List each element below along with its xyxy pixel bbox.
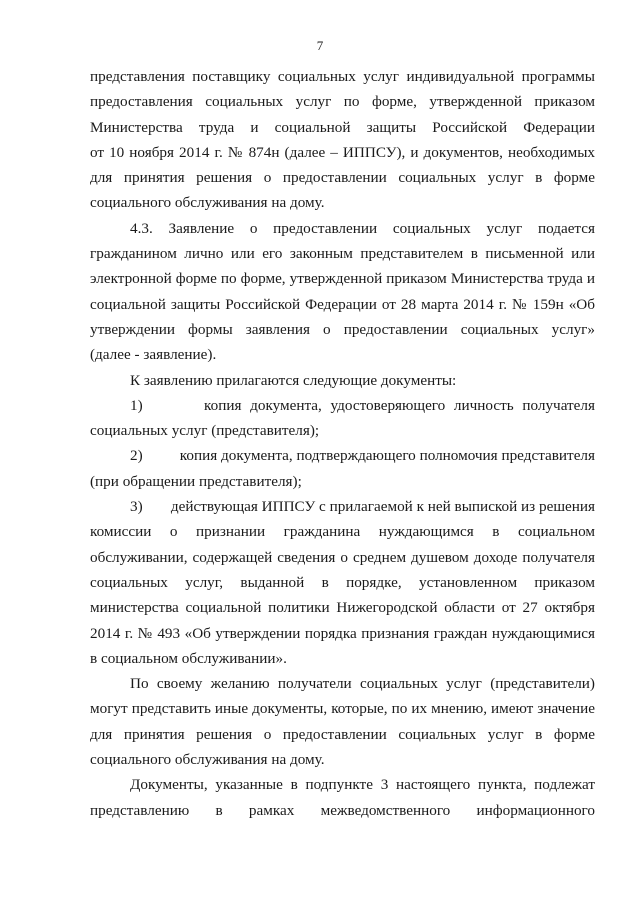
text-line: Министерства труда и социальной защиты Российской Федерации xyxy=(90,118,595,136)
list-item-number: 1) xyxy=(130,396,143,414)
list-item-text: действующая ИППСУ с прилагаемой к ней выпиской из решения xyxy=(170,498,595,516)
text-line: социальных услуг, выданной в порядке, установленном приказом xyxy=(90,573,595,591)
text-line: предоставления социальных услуг по форме, утвержденной приказом xyxy=(90,93,595,111)
paragraph xyxy=(90,368,595,393)
text-line: комиссии о признании гражданина нуждающимся в социальном xyxy=(90,523,595,541)
paragraph xyxy=(90,393,595,444)
text-line: социального обслуживания на дому. xyxy=(90,751,325,769)
text-line: для принятия решения о предоставлении социальных услуг в форме xyxy=(90,725,595,743)
text-line: (далее - заявление). xyxy=(90,346,217,364)
text-line: Документы, указанные в подпункте 3 настоящего пункта, подлежат xyxy=(130,776,595,794)
text-line: социальной защиты Российской Федерации от 28 марта 2014 г. № 159н «Об xyxy=(90,295,595,313)
list-item-number: 2) xyxy=(130,447,143,465)
paragraph xyxy=(90,216,595,368)
text-line: министерства социальной политики Нижегородской области от 27 октября xyxy=(90,599,595,617)
text-line xyxy=(90,393,595,418)
text-line: социального обслуживания на дому. xyxy=(90,194,325,212)
text-line: от 10 ноября 2014 г. № 874н (далее – ИППСУ), и документов, необходимых xyxy=(90,143,595,161)
text-line: для принятия решения о предоставлении социальных услуг в форме xyxy=(90,169,595,187)
text-line xyxy=(90,494,595,519)
text-line: (при обращении представителя); xyxy=(90,472,302,490)
document-body xyxy=(90,64,595,823)
text-line: могут представить иные документы, которые, по их мнению, имеют значение xyxy=(90,700,595,718)
text-line: гражданином лично или его законным представителем в письменной или xyxy=(90,245,595,263)
paragraph xyxy=(90,772,595,823)
text-line: в социальном обслуживании». xyxy=(90,649,287,667)
paragraph xyxy=(90,494,595,671)
text-line: представлению в рамках межведомственного информационного xyxy=(90,801,595,819)
page-number: 7 xyxy=(316,38,324,53)
text-line: К заявлению прилагаются следующие документы: xyxy=(130,371,457,389)
text-line: 2014 г. № 493 «Об утверждении порядка признания граждан нуждающимися xyxy=(90,624,595,642)
list-item-text: копия документа, удостоверяющего личность получателя xyxy=(204,396,595,414)
text-line: По своему желанию получатели социальных услуг (представители) xyxy=(130,675,595,693)
text-line: представления поставщику социальных услуг индивидуальной программы xyxy=(90,68,595,85)
list-item-number: 3) xyxy=(130,498,143,516)
paragraph xyxy=(90,64,595,216)
text-line: утверждении формы заявления о предоставлении социальных услуг» xyxy=(90,320,595,338)
text-line: электронной форме по форме, утвержденной приказом Министерства труда и xyxy=(90,270,595,288)
text-line xyxy=(90,443,595,468)
text-line: социальных услуг (представителя); xyxy=(90,422,320,440)
text-line: 4.3. Заявление о предоставлении социальных услуг подается xyxy=(130,219,595,237)
paragraph xyxy=(90,443,595,494)
paragraph xyxy=(90,671,595,772)
text-line: обслуживании, содержащей сведения о среднем душевом доходе получателя xyxy=(90,548,595,566)
list-item-text: копия документа, подтверждающего полномочия представителя xyxy=(179,447,595,465)
